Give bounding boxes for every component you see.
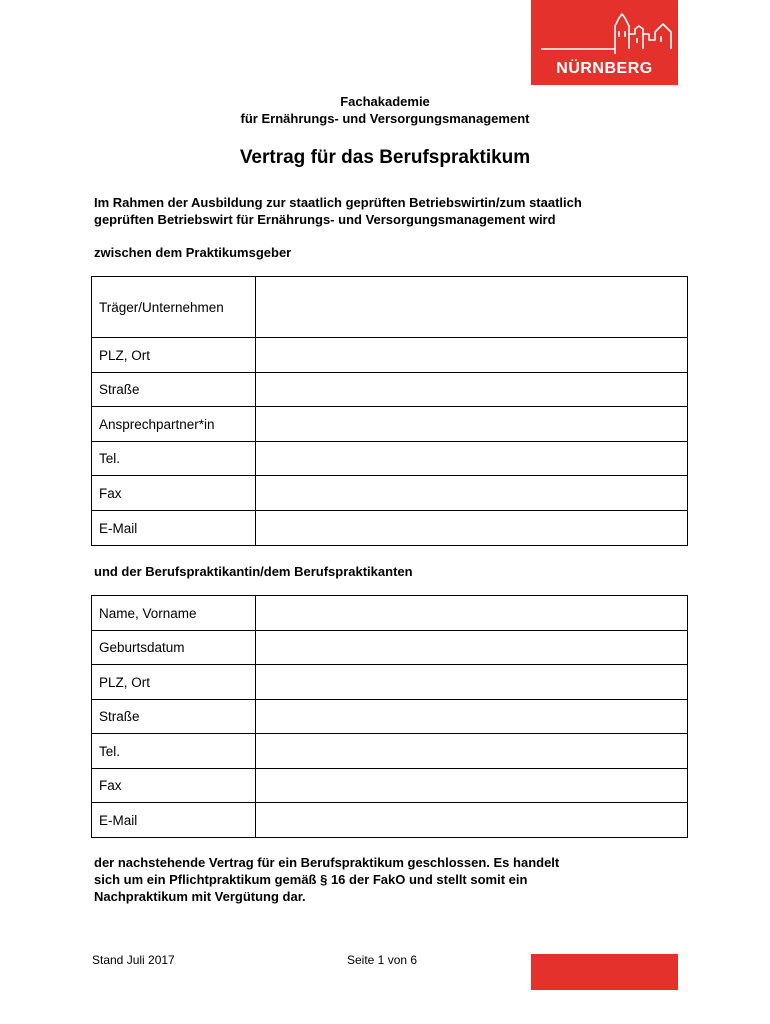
intern-table (91, 595, 688, 838)
employer-street-field[interactable] (256, 373, 688, 407)
field-label: E-Mail (92, 803, 256, 838)
field-label: PLZ, Ort (92, 665, 256, 700)
field-label: Name, Vorname (92, 596, 256, 631)
table-row (92, 803, 688, 838)
intern-phone-field[interactable] (256, 734, 688, 769)
field-label: Tel. (92, 442, 256, 476)
intern-email-field[interactable] (256, 803, 688, 838)
institution-subtitle: für Ernährungs- und Versorgungsmanagement (240, 111, 530, 126)
logo-text: NÜRNBERG (556, 60, 653, 77)
table-row (92, 511, 688, 546)
intro-line: geprüften Betriebswirt für Ernährungs- und Versorgungsmanagement wird (94, 212, 556, 227)
field-label: Fax (92, 769, 256, 803)
table-row (92, 407, 688, 442)
table-row (92, 631, 688, 665)
table-row (92, 338, 688, 373)
table-row (92, 734, 688, 769)
field-label: Geburtsdatum (92, 631, 256, 665)
intern-name-field[interactable] (256, 596, 688, 631)
employer-contact-field[interactable] (256, 407, 688, 442)
field-label: Tel. (92, 734, 256, 769)
footer-status: Stand Juli 2017 (92, 953, 175, 967)
field-label: E-Mail (92, 511, 256, 546)
field-label: Träger/Unternehmen (92, 277, 256, 338)
intro-paragraph (94, 194, 694, 228)
table-row (92, 596, 688, 631)
field-label: Ansprechpartner*in (92, 407, 256, 442)
closing-line: sich um ein Pflichtpraktikum gemäß § 16 der FakO und stellt somit ein (94, 872, 528, 887)
intern-fax-field[interactable] (256, 769, 688, 803)
employer-table (91, 276, 688, 546)
intern-postcode-city-field[interactable] (256, 665, 688, 700)
closing-paragraph (94, 854, 694, 905)
table-row (92, 769, 688, 803)
table-row (92, 476, 688, 511)
table-row (92, 700, 688, 734)
employer-company-field[interactable] (256, 277, 688, 338)
field-label: PLZ, Ort (92, 338, 256, 373)
table-row (92, 442, 688, 476)
nuernberg-logo (531, 0, 678, 85)
employer-postcode-city-field[interactable] (256, 338, 688, 373)
employer-fax-field[interactable] (256, 476, 688, 511)
field-label: Fax (92, 476, 256, 511)
table-row (92, 277, 688, 338)
intern-heading: und der Berufspraktikantin/dem Berufspraktikanten (94, 564, 413, 579)
footer-brand-block (531, 954, 678, 990)
field-label: Straße (92, 700, 256, 734)
page-number: Seite 1 von 6 (347, 953, 418, 967)
employer-email-field[interactable] (256, 511, 688, 546)
institution-name: Fachakademie (340, 94, 430, 109)
intern-birthdate-field[interactable] (256, 631, 688, 665)
closing-line: Nachpraktikum mit Vergütung dar. (94, 889, 306, 904)
employer-heading: zwischen dem Praktikumsgeber (94, 245, 292, 260)
intro-line: Im Rahmen der Ausbildung zur staatlich geprüften Betriebswirtin/zum staatlich (94, 195, 582, 210)
table-row (92, 665, 688, 700)
document-title: Vertrag für das Berufspraktikum (239, 147, 531, 168)
closing-line: der nachstehende Vertrag für ein Berufspraktikum geschlossen. Es handelt (94, 855, 560, 870)
employer-phone-field[interactable] (256, 442, 688, 476)
intern-street-field[interactable] (256, 700, 688, 734)
table-row (92, 373, 688, 407)
field-label: Straße (92, 373, 256, 407)
